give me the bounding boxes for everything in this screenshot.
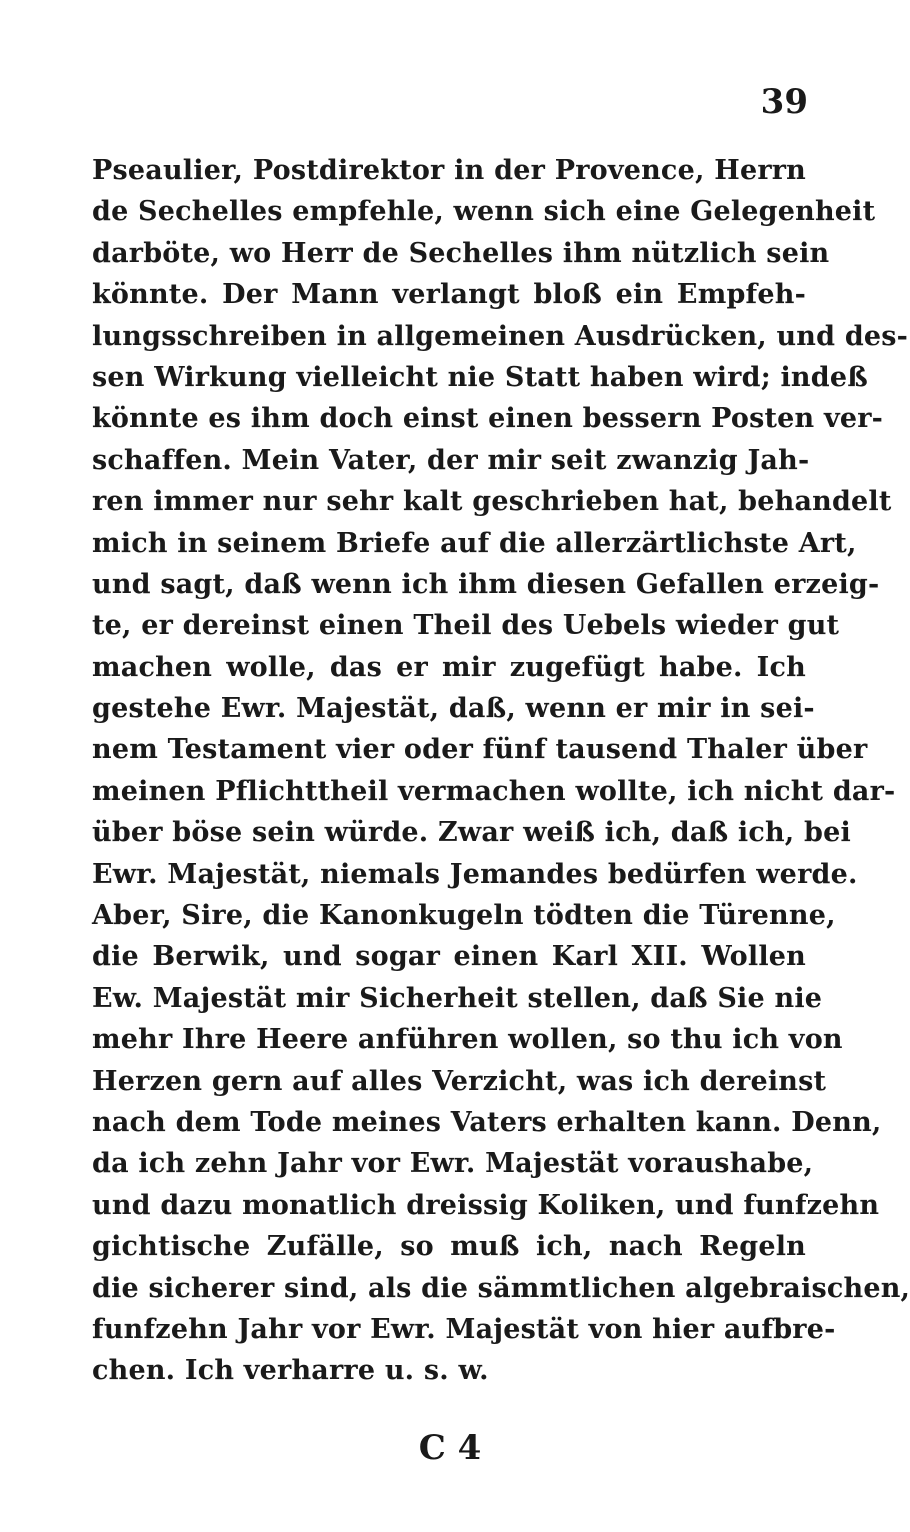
body-text bbox=[92, 150, 910, 1392]
text-line: schaffen. Mein Vater, der mir seit zwanzig Jah- bbox=[92, 444, 810, 476]
text-line: nach dem Tode meines Vaters erhalten kann. Denn, bbox=[92, 1106, 882, 1138]
text-line: Aber, Sire, die Kanonkugeln tödten die Türenne, bbox=[92, 900, 836, 932]
text-line: ren immer nur sehr kalt geschrieben hat, behandelt bbox=[92, 486, 892, 518]
text-line: funfzehn Jahr vor Ewr. Majestät von hier aufbre- bbox=[92, 1313, 836, 1345]
text-line: und dazu monatlich dreissig Koliken, und funfzehn bbox=[92, 1189, 880, 1221]
text-line: und sagt, daß wenn ich ihm diesen Gefallen erzeig- bbox=[92, 568, 880, 600]
text-line: Herzen gern auf alles Verzicht, was ich dereinst bbox=[92, 1065, 827, 1097]
text-line: Ew. Majestät mir Sicherheit stellen, daß Sie nie bbox=[92, 982, 823, 1014]
text-line: mehr Ihre Heere anführen wollen, so thu ich von bbox=[92, 1024, 843, 1056]
text-line: nem Testament vier oder fünf tausend Thaler über bbox=[92, 734, 868, 766]
text-line: die sicherer sind, als die sämmtlichen algebraischen, bbox=[92, 1272, 910, 1304]
text-line: Ewr. Majestät, niemals Jemandes bedürfen werde. bbox=[92, 858, 858, 890]
text-line: darböte, wo Herr de Sechelles ihm nützlich sein bbox=[92, 237, 830, 269]
text-line: über böse sein würde. Zwar weiß ich, daß ich, bei bbox=[92, 817, 851, 849]
text-line: könnte. Der Mann verlangt bloß ein Empfeh- bbox=[92, 279, 806, 311]
text-line: lungsschreiben in allgemeinen Ausdrücken, und des- bbox=[92, 320, 909, 352]
text-line: mich in seinem Briefe auf die allerzärtlichste Art, bbox=[92, 527, 857, 559]
text-line: da ich zehn Jahr vor Ewr. Majestät voraushabe, bbox=[92, 1148, 814, 1180]
text-line: meinen Pflichttheil vermachen wollte, ich nicht dar- bbox=[92, 775, 896, 807]
text-line: Pseaulier, Postdirektor in der Provence, Herrn bbox=[92, 155, 806, 186]
text-line: gichtische Zufälle, so muß ich, nach Regeln bbox=[92, 1231, 806, 1263]
text-line: de Sechelles empfehle, wenn sich eine Gelegenheit bbox=[92, 196, 876, 228]
text-line: sen Wirkung vielleicht nie Statt haben wird; indeß bbox=[92, 361, 868, 393]
text-line: machen wolle, das er mir zugefügt habe. Ich bbox=[92, 651, 806, 683]
text-line: te, er dereinst einen Theil des Uebels wieder gut bbox=[92, 610, 840, 642]
text-line: könnte es ihm doch einst einen bessern Posten ver- bbox=[92, 403, 884, 435]
text-line: chen. Ich verharre u. s. w. bbox=[92, 1355, 489, 1387]
text-line: gestehe Ewr. Majestät, daß, wenn er mir in sei- bbox=[92, 693, 815, 725]
text-line: die Berwik, und sogar einen Karl XII. Wollen bbox=[92, 941, 806, 973]
signature-mark: C 4 bbox=[418, 1428, 482, 1468]
page-number: 39 bbox=[760, 82, 808, 122]
